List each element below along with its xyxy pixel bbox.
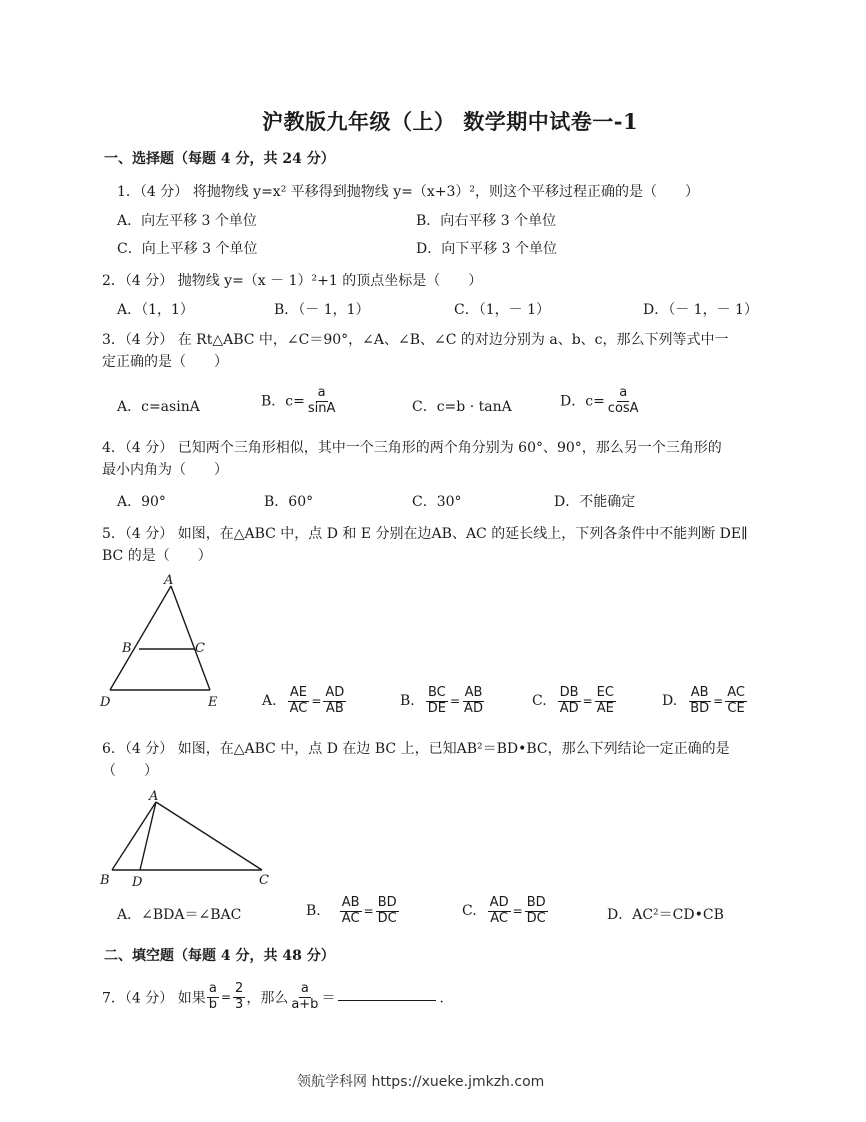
numerator: AB xyxy=(341,895,360,910)
question-7-end: ． xyxy=(439,990,454,1007)
option-b-prefix: B．c= xyxy=(261,393,305,410)
numerator: AC xyxy=(727,685,745,700)
numerator: AB xyxy=(464,685,483,700)
question-7-prefix: 7．（4 分） 如果 xyxy=(102,990,206,1007)
denominator: AE xyxy=(596,700,614,716)
denominator: AD xyxy=(559,700,579,716)
denominator: AC xyxy=(289,700,308,716)
fraction-numerator: a xyxy=(317,385,326,400)
fraction-left xyxy=(426,686,448,717)
equals-sign: = xyxy=(311,694,322,709)
denominator: b xyxy=(208,996,217,1012)
equals-sign: = xyxy=(449,694,461,709)
denominator: DC xyxy=(526,910,546,926)
fraction-two-thirds xyxy=(233,982,245,1013)
numerator: AB xyxy=(690,685,709,700)
option-d-fraction xyxy=(606,386,641,417)
label-c: C xyxy=(195,641,205,656)
question-5-option-d xyxy=(662,686,748,717)
question-5-stem-line1: 5．（4 分） 如图，在△ABC 中，点 D 和 E 分别在边AB、AC 的延长线上，下列各条件中不能判断 DE∥ xyxy=(102,526,748,542)
segment-ac xyxy=(156,802,262,870)
section-heading-fill: 二、填空题（每题 4 分，共 48 分） xyxy=(104,948,335,964)
label-a: A xyxy=(164,573,174,588)
fraction-left xyxy=(488,896,511,927)
question-3-stem-line1: 3．（4 分） 在 Rt△ABC 中，∠C＝90°，∠A、∠B、∠C 的对边分别为 a、b、c，那么下列等式中一 xyxy=(102,332,729,348)
question-6-option-b xyxy=(306,896,400,927)
denominator: AC xyxy=(341,910,360,926)
fraction-denominator: sinA xyxy=(307,400,336,416)
numerator: AE xyxy=(289,685,307,700)
label-c: C xyxy=(259,873,269,888)
numerator: 2 xyxy=(235,981,244,996)
label-b: B xyxy=(100,873,110,888)
question-7 xyxy=(102,982,453,1013)
denominator: BD xyxy=(690,700,710,716)
question-5-option-b xyxy=(400,686,486,717)
numerator: a xyxy=(300,981,309,996)
question-1-option-a: A．向左平移 3 个单位 xyxy=(117,213,257,229)
numerator: DB xyxy=(559,685,579,700)
question-2-option-c: C．（1，－ 1） xyxy=(454,302,550,318)
question-3-option-c: C．c=b · tanA xyxy=(412,399,512,415)
label-d: D xyxy=(132,875,143,890)
question-4-option-c: C．30° xyxy=(412,494,462,510)
option-d-prefix: D．c= xyxy=(560,393,605,410)
option-b-fraction xyxy=(306,386,338,417)
question-2-option-b: B．（－ 1，1） xyxy=(274,302,370,318)
question-1-option-d: D．向下平移 3 个单位 xyxy=(416,241,558,257)
fraction-right xyxy=(725,686,747,717)
question-6-option-a: A．∠BDA＝∠BAC xyxy=(117,907,242,923)
question-4-stem-line2: 最小内角为（ ） xyxy=(102,462,228,478)
question-3-option-b xyxy=(261,386,338,417)
page-title: 沪教版九年级（上） 数学期中试卷一-1 xyxy=(262,109,639,134)
label-b: B xyxy=(122,641,132,656)
segment-ab xyxy=(112,802,156,870)
denominator: AC xyxy=(490,910,508,926)
footer-watermark: 领航学科网 https://xueke.jmkzh.com xyxy=(297,1074,545,1090)
question-6-option-d: D．AC²＝CD•CB xyxy=(607,907,724,923)
question-5-figure xyxy=(96,572,236,712)
fraction-right xyxy=(525,896,548,927)
denominator: AB xyxy=(325,700,344,716)
question-5-stem-line2: BC 的是（ ） xyxy=(102,548,212,564)
segment-ad xyxy=(110,586,171,690)
option-label: D. xyxy=(662,693,678,710)
question-1-stem: 1．（4 分） 将抛物线 y=x² 平移得到抛物线 y=（x+3）²，则这个平移过程正确的是（ ） xyxy=(117,184,699,200)
question-5-option-c xyxy=(532,686,617,717)
question-4-option-a: A．90° xyxy=(117,494,166,510)
label-e: E xyxy=(208,695,218,710)
fraction-a-over-a-plus-b xyxy=(289,982,320,1013)
numerator: AD xyxy=(325,685,345,700)
question-4-stem-line1: 4．（4 分） 已知两个三角形相似，其中一个三角形的两个角分别为 60°、90°，那么另一个三角形的 xyxy=(102,440,722,456)
numerator: BD xyxy=(377,895,397,910)
denominator: 3 xyxy=(235,996,244,1012)
denominator: DE xyxy=(427,700,446,716)
question-2-option-d: D．（－ 1，－ 1） xyxy=(643,302,758,318)
question-6-stem-line2: （ ） xyxy=(102,763,158,779)
question-6-figure xyxy=(96,788,286,890)
question-3-stem-line2: 定正确的是（ ） xyxy=(102,354,228,370)
equals-sign: = xyxy=(220,990,232,1005)
equals-sign: = xyxy=(582,694,593,709)
fraction-right xyxy=(462,686,485,717)
question-6-stem-line1: 6．（4 分） 如图，在△ABC 中，点 D 在边 BC 上，已知AB²＝BD•BC，那么下列结论一定正确的是 xyxy=(102,741,730,757)
question-4-option-b: B．60° xyxy=(264,494,314,510)
fraction-left xyxy=(340,896,362,927)
question-2-option-a: A．（1，1） xyxy=(117,302,194,318)
option-label: C. xyxy=(532,693,547,710)
fraction-denominator: cosA xyxy=(607,400,639,416)
segment-ae xyxy=(171,586,210,690)
numerator: BC xyxy=(427,685,446,700)
fraction-right xyxy=(323,686,346,717)
option-label: C. xyxy=(462,903,477,920)
numerator: BD xyxy=(526,895,546,910)
denominator: AD xyxy=(464,700,483,716)
fraction-left xyxy=(288,686,310,717)
equals-sign: = xyxy=(512,904,523,919)
numerator: a xyxy=(208,981,217,996)
question-4-option-d: D．不能确定 xyxy=(554,494,636,510)
label-d: D xyxy=(100,695,111,710)
question-1-option-b: B．向右平移 3 个单位 xyxy=(416,213,557,229)
label-a: A xyxy=(149,789,159,804)
fraction-a-over-b xyxy=(207,982,219,1013)
option-label: B. xyxy=(400,693,415,710)
question-6-option-c xyxy=(462,896,549,927)
numerator: AD xyxy=(489,895,509,910)
fraction-right xyxy=(595,686,616,717)
question-2-stem: 2．（4 分） 抛物线 y=（x － 1）²+1 的顶点坐标是（ ） xyxy=(102,273,483,289)
equals-sign: = xyxy=(363,904,374,919)
question-3-option-d xyxy=(560,386,642,417)
fraction-left xyxy=(688,686,711,717)
denominator: DC xyxy=(377,910,397,926)
answer-blank[interactable] xyxy=(338,988,436,1001)
question-5-option-a xyxy=(262,686,347,717)
fraction-left xyxy=(558,686,581,717)
question-1-option-c: C．向上平移 3 个单位 xyxy=(117,241,258,257)
fraction-right xyxy=(376,896,399,927)
numerator: EC xyxy=(596,685,614,700)
option-label: A. xyxy=(262,693,277,710)
question-7-mid: ，那么 xyxy=(246,990,289,1007)
segment-ad xyxy=(140,802,156,870)
option-label: B. xyxy=(306,903,321,920)
fraction-numerator: a xyxy=(619,385,628,400)
denominator: a+b xyxy=(291,996,319,1012)
section-heading-choice: 一、选择题（每题 4 分，共 24 分） xyxy=(104,151,335,167)
equals-sign: = xyxy=(713,694,724,709)
question-7-equals: ＝ xyxy=(321,990,336,1007)
denominator: CE xyxy=(727,700,745,716)
question-3-option-a: A．c=asinA xyxy=(117,399,200,415)
